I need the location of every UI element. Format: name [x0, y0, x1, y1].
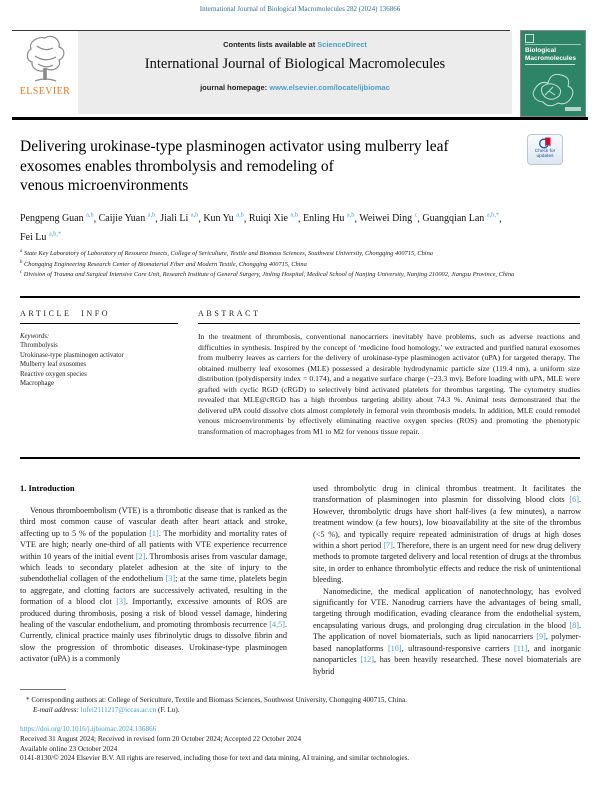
author-affil-marker: a,b: [236, 212, 244, 219]
elsevier-logo: [12, 31, 78, 114]
sciencedirect-link[interactable]: ScienceDirect: [317, 40, 367, 49]
abstract-text: In the treatment of thrombosis, conventional nanocarriers inevitably have problems, such as adverse reactions and difficulties in synthesis. Inspired by the concept of ‘medicine food homology,’ we extracted and purified natural exosomes from mulberry leaves as carriers for the delivery of urokinase-type plasminogen activator (uPA) for targeted therapy. The obtained mulberry leaf exosomes (MLE) possessed a desirable hydrodynamic particle size (119.4 nm), a uniform size distribution (polydispersity index = 0.174), and a negative surface charge (−23.3 mv). Before loading with uPA, MLE were grafted with cyclic RGD (cRGD) to selectively bind activated platelets for thrombus targeting. The cytometry studies revealed that MLE@cRGD has a high thrombus targeting ability about 74.3 %. Animal tests demonstrated that the delivered uPA could dissolve clots almost completely in femoral vein thrombosis models. In addition, MLE could remodel venous microenvironments by effectively eliminating reactive oxygen species (ROS) and promoting the phenotypic transformation of macrophages from M1 to M2 for venous tissue repair.: [198, 332, 580, 436]
keyword: Urokinase-type plasminogen activator: [20, 351, 124, 359]
abstract-bottom-rule: [20, 457, 580, 459]
citation-ref[interactable]: [9]: [536, 632, 546, 642]
introduction-heading: 1. Introduction: [20, 483, 75, 493]
abstract-heading: ABSTRACT: [198, 309, 261, 318]
article-title: [20, 137, 449, 196]
citation-ref[interactable]: [11]: [514, 643, 528, 653]
cover-logo-mark: [525, 34, 534, 43]
footnote-block: [20, 695, 580, 715]
author: Kun Yu $^{a,b}$: [203, 212, 244, 225]
journal-cover: [520, 30, 586, 117]
doi-line: [20, 725, 156, 733]
author: Fei Lu $^{a,b,*}$: [20, 230, 62, 243]
journal-homepage-link[interactable]: www.elsevier.com/locate/ijbiomac: [269, 83, 390, 92]
body-column-right: [313, 483, 581, 677]
footnote-star: *: [26, 696, 30, 704]
keyword: Reactive oxygen species: [20, 370, 87, 378]
keyword: Macrophage: [20, 380, 54, 388]
corresponding-author-note: * Corresponding authors at: College of Sericulture, Textile and Biomass Sciences, Southwest University, Chongqing 400715, China.: [26, 696, 407, 704]
citation-ref[interactable]: [4,5]: [269, 620, 285, 630]
elsevier-wordmark: ELSEVIER: [19, 86, 71, 97]
cover-molecule-art: [525, 65, 581, 111]
cover-bottom-mark: [565, 107, 581, 111]
check-for-updates-label: Check for updates: [534, 149, 556, 160]
email-suffix: (F. Lu).: [158, 706, 180, 714]
author-affil-marker: a,b: [190, 212, 199, 219]
body-paragraph: used thrombolytic drug in clinical thrombus treatment. It facilitates the transformation of plasminogen into plasmin for dissolving blood clots [6]. However, thrombolytic drugs have short half-lives (a few minutes), a narrow treatment window (a few hours), low bioavailability at the site of the thrombus (<5 %), and typically require repeated administration of drugs at high doses within a short period [7]. Therefore, there is an urgent need for new drug delivery methods to promote targeted delivery and local retention of drugs at the thrombus site, in order to enhance thrombolytic effects and reduce the risk of unintentional bleeding.: [313, 484, 581, 585]
affiliation-list: [20, 248, 582, 280]
author-affil-marker: a,b,*: [486, 212, 500, 219]
article-info-heading-rule: [20, 323, 178, 324]
received-dates: Received 31 August 2024; Received in revised form 20 October 2024; Accepted 22 October 2024: [20, 735, 302, 743]
keyword: Mulberry leaf exosomes: [20, 361, 87, 369]
citation-ref[interactable]: [12]: [360, 655, 374, 665]
author-affil-marker: a,b: [86, 212, 94, 219]
email-line: [20, 705, 580, 715]
keywords-block: [20, 332, 185, 388]
article-info-heading: ARTICLE INFO: [20, 309, 111, 318]
author-affil-marker: a,b: [346, 212, 355, 219]
author: Pengpeng Guan $^{a,b}$: [20, 212, 94, 225]
body-column-left: [20, 505, 287, 665]
affiliation: $^a$ State Key Laboratory of Laboratory of Resource Insects, College of Sericulture, Textile and Biomass Sciences, Southwest University, Chongqing 400715, China: [20, 249, 433, 258]
journal-title: International Journal of Biological Macromolecules: [144, 56, 446, 72]
author: Caijie Yuan $^{a,b}$: [98, 212, 156, 225]
citation-ref[interactable]: [1]: [149, 528, 159, 538]
check-for-updates-button[interactable]: [527, 134, 563, 165]
email-link[interactable]: lufei2111217@iccas.ac.cn: [80, 706, 157, 714]
abstract-heading-rule: [198, 323, 580, 324]
author: Enling Hu $^{a,b}$: [303, 212, 355, 225]
author-affil-marker: a,b: [290, 212, 299, 219]
cover-series-line: [525, 44, 581, 45]
title-line: venous microenvironments: [20, 177, 189, 194]
keywords-label: Keywords:: [20, 333, 50, 340]
crossmark-icon: [539, 137, 552, 149]
citation-ref[interactable]: [3]: [165, 574, 176, 584]
title-line: exosomes enables thrombolysis and remodeling of: [20, 157, 334, 175]
author: Weiwei Ding $^c$: [359, 212, 418, 225]
author: Jiali Li $^{a,b}$: [160, 212, 199, 225]
citation-ref[interactable]: [7]: [383, 541, 393, 551]
elsevier-tree-icon: [23, 32, 67, 88]
footnote-separator: [20, 689, 66, 690]
keywords-list: [20, 341, 185, 388]
author: Ruiqi Xie $^{a,b}$: [248, 212, 299, 225]
author-affil-marker: a,b,*: [48, 230, 62, 238]
author: Guangqian Lan $^{a,b,*}$: [422, 212, 500, 225]
masthead-banner: [78, 31, 512, 114]
title-line: Delivering urokinase-type plasminogen activator using mulberry leaf: [20, 138, 449, 155]
author-list: Pengpeng Guan $^{a,b}$, Caijie Yuan $^{a,b}$, Jiali Li $^{a,b}$, Kun Yu $^{a,b}$, Ruiqi Xie $^{a,b}$, Enling Hu $^{a,b}$, Weiwei Ding $^c$, Guangqian Lan $^{a,b,*}$, Fei Lu $^{a,b,*}$: [20, 212, 502, 243]
keyword: Thrombolysis: [20, 342, 58, 350]
running-head: International Journal of Biological Macromolecules 282 (2024) 136866: [199, 5, 401, 13]
affiliation: $^b$ Chongqing Engineering Research Center of Biomaterial Fiber and Modern Textile, Chongqing 400715, China: [20, 259, 307, 268]
citation-ref[interactable]: [10]: [387, 643, 402, 653]
citation-ref[interactable]: [3]: [116, 597, 126, 607]
contents-line: Contents lists available at ScienceDirect: [223, 40, 367, 49]
masthead-bottom-rule: [12, 117, 588, 120]
email-label: E-mail address:: [33, 706, 79, 714]
homepage-line: journal homepage: www.elsevier.com/locate/ijbiomac: [200, 83, 390, 92]
citation-ref[interactable]: [8]: [569, 620, 579, 630]
section-divider-rule: [20, 296, 580, 298]
citation-ref[interactable]: [6]: [569, 495, 579, 505]
cover-title: Biological Macromolecules: [525, 47, 576, 62]
author-affil-marker: a,b: [147, 212, 156, 219]
body-paragraph: Nanomedicine, the medical application of nanotechnology, has evolved significantly for VTE. Nanodrug carriers have the advantages of being small, targeting through modification, evading clearance from the endothelial system, encapsulating various drugs, and prolonging drug circulation in the blood [8]. The application of novel biomaterials, such as lipid nanocarriers [9], polymer-based nanoplatforms [10], ultrasound-responsive carriers [11], and inorganic nanoparticles [12], has been heavily researched. These novel biomaterials are hybrid: [313, 586, 582, 676]
body-paragraph: Venous thromboembolism (VTE) is a thrombotic disease that is ranked as the third most common cause of vascular death after heart attack and stroke, affecting up to 5 % of the population [1]. The morbidity and mortality rates of VTE are high; nearly one-third of all patients with VTE experience recurrence within 10 years of the initial event [2]. Thrombosis arises from vascular damage, which leads to secondary platelet adhesion at the site of injury to the subendothelial collagen of the endothelium [3]; at the same time, platelets begin to aggregate, and clotting factors are successively activated, resulting in the formation of a blood clot [3]. Importantly, excessive amounts of ROS are produced during thrombosis, posing a risk of blood vessel damage, hindering healing of the vascular endothelium, and promoting thrombosis recurrence [4,5]. Currently, clinical practice mainly uses fibrinolytic drugs to dissolve fibrin and slow the progression of thrombotic diseases. Urokinase-type plasminogen activator (uPA) is a commonly: [20, 506, 288, 664]
doi-link[interactable]: https://doi.org/10.1016/j.ijbiomac.2024.136866: [20, 725, 157, 733]
citation-ref[interactable]: [2]: [135, 551, 146, 561]
affiliation: $^c$ Division of Trauma and Surgical Intensive Care Unit, Research Institute of General Surgery, Jinling Hospital, Medical School of Nanjing University, Nanjing 210002, Jiangsu Province, China: [20, 270, 515, 279]
available-online: Available online 23 October 2024: [20, 745, 118, 753]
author-affil-marker: c: [414, 212, 418, 219]
copyright-line: 0141-8130/© 2024 Elsevier B.V. All rights are reserved, including those for text and data mining, AI training, and similar technologies.: [20, 754, 410, 762]
